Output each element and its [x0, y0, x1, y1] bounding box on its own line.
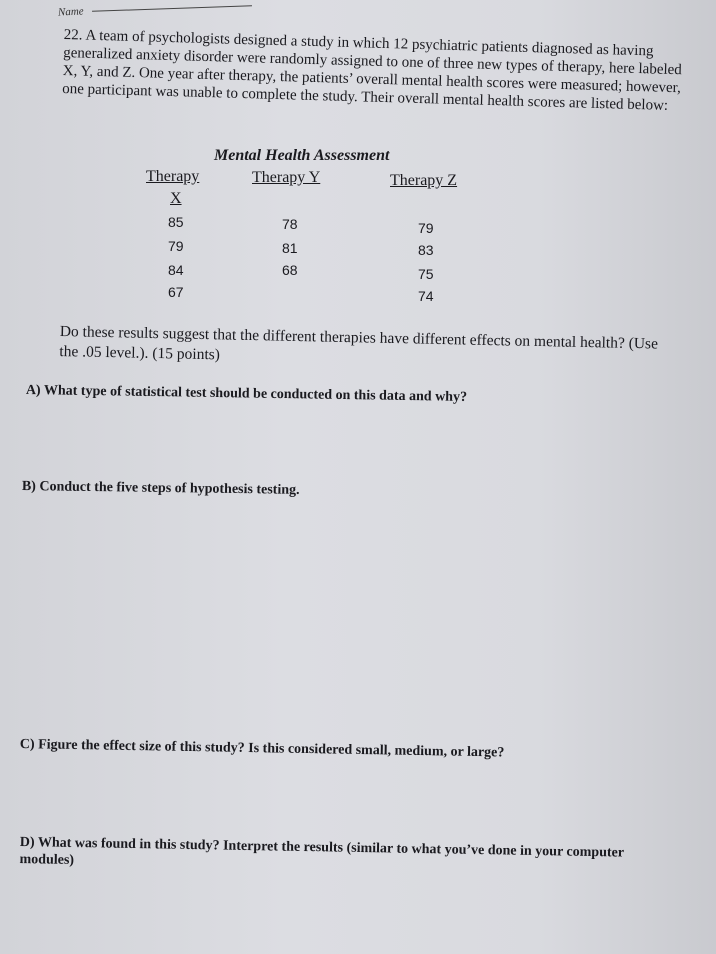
table-cell: 67 [168, 284, 184, 300]
table-cell: 83 [418, 242, 434, 258]
column-header: Therapy Z [390, 172, 458, 189]
part-label: B) [21, 479, 36, 495]
name-label: Name [57, 5, 84, 19]
table-cell: 79 [418, 220, 434, 236]
part-c [20, 737, 505, 761]
part-label: C) [19, 737, 35, 753]
column-therapy-z [390, 172, 458, 304]
main-question: Do these results suggest that the different therapies have different effects on mental health? (Use the .05 level.). (15 points) [59, 322, 659, 364]
table-title: Mental Health Assessment [214, 147, 390, 164]
table-cell: 74 [418, 288, 434, 304]
table-cell: 75 [418, 266, 434, 282]
table-cell: 81 [282, 240, 298, 256]
part-text: What type of statistical test should be conducted on this data and why? [43, 383, 468, 405]
column-header-line2: X [170, 190, 182, 207]
part-b [22, 479, 300, 499]
problem-number: 22. [63, 26, 83, 44]
table-cell: 68 [282, 262, 298, 278]
part-d [19, 834, 659, 879]
column-therapy-x [146, 168, 200, 300]
column-header: Therapy Y [252, 169, 321, 186]
part-label: A) [25, 383, 41, 399]
table-cell: 84 [168, 262, 184, 278]
name-line [92, 5, 252, 12]
table-cell: 79 [168, 238, 184, 254]
problem-text: A team of psychologists designed a study in which 12 psychiatric patients diagnosed as having generalized anxiety disorder were randomly assigned to one of three new types of therapy, here labeled X, Y, and Z. One year after therapy, the patients’ overall mental health scores were measured; however, one participant was unable to complete the study. Their overall mental health scores are listed below: [62, 27, 683, 114]
table-cell: 78 [282, 216, 298, 232]
column-therapy-y [252, 169, 321, 278]
part-text: Conduct the five steps of hypothesis testing. [39, 479, 300, 498]
table-cell: 85 [168, 214, 184, 230]
part-text: Figure the effect size of this study? Is this considered small, medium, or large? [38, 737, 505, 761]
problem-intro [62, 26, 684, 115]
column-header: Therapy [146, 168, 200, 185]
part-text: What was found in this study? Interpret the results (similar to what you’ve done in your computer modules) [19, 835, 624, 868]
part-label: D) [19, 834, 35, 851]
part-a [26, 383, 467, 406]
